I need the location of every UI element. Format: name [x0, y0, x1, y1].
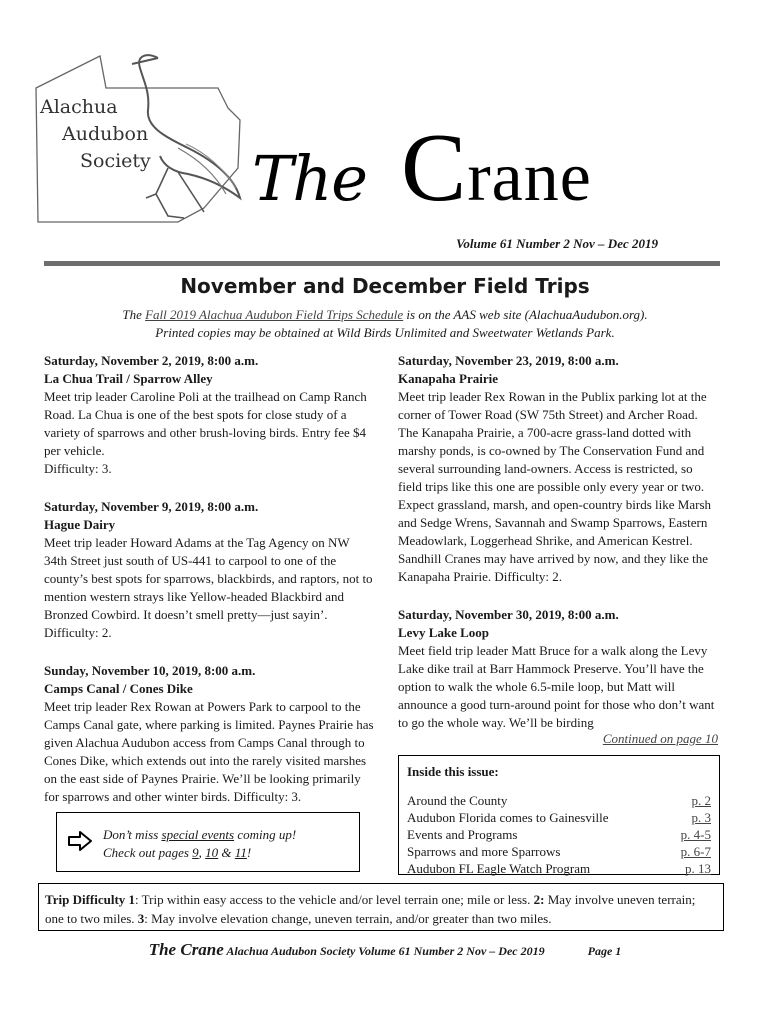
- page-9-link[interactable]: 9: [192, 845, 199, 860]
- toc-row: [407, 843, 711, 860]
- events-sep-2: &: [218, 845, 235, 860]
- special-events-link[interactable]: special events: [161, 827, 235, 842]
- masthead-title-rane: rane: [467, 139, 592, 216]
- left-column: [44, 352, 374, 826]
- intro-post: is on the AAS web site (AlachuaAudubon.org).: [403, 307, 648, 322]
- footer-crane: The Crane: [148, 940, 224, 959]
- intro-pre: The: [122, 307, 146, 322]
- events-pre: Don’t miss: [103, 827, 162, 842]
- difficulty-2-text: May involve uneven terrain; one to two miles.: [45, 892, 696, 926]
- masthead-title-crane: [400, 114, 592, 222]
- trip-levy-lake: [398, 606, 718, 748]
- logo-text: [40, 94, 151, 175]
- special-events-callout: [56, 812, 360, 872]
- toc-row: [407, 860, 711, 877]
- trip-date: Sunday, November 10, 2019, 8:00 a.m.: [44, 663, 256, 678]
- trip-difficulty: Difficulty: 3.: [44, 461, 112, 476]
- page-footer: [0, 940, 770, 960]
- events-line2-pre: Check out pages: [103, 845, 193, 860]
- inside-this-issue-box: [398, 755, 720, 875]
- trip-description: Meet trip leader Rex Rowan at Powers Park to carpool to the Camps Canal gate, where parking is limited. Paynes Prairie has given Alachua Audubon access from Camps Canal through to Cones Dike, which extends out into the rarely visited marshes on the east side of Paynes Prairie. We’ll be looking primarily for sparrows and other winter birds. Difficulty: 3.: [44, 699, 374, 804]
- difficulty-1: 1: [128, 892, 136, 907]
- logo-line-3: Society: [80, 150, 151, 172]
- toc-page-link[interactable]: p. 6-7: [680, 844, 711, 859]
- events-end: !: [246, 845, 252, 860]
- volume-line: Volume 61 Number 2 Nov – Dec 2019: [456, 236, 658, 251]
- trip-camps-canal: [44, 662, 374, 806]
- events-post: coming up!: [234, 827, 297, 842]
- trip-la-chua: [44, 352, 374, 478]
- page-11-link[interactable]: 11: [234, 845, 247, 860]
- difficulty-2: 2:: [533, 892, 545, 907]
- toc-page-link[interactable]: p. 2: [691, 793, 711, 808]
- logo-line-2: Audubon: [62, 123, 149, 145]
- trip-date: Saturday, November 2, 2019, 8:00 a.m.: [44, 353, 259, 368]
- page-heading: November and December Field Trips: [180, 274, 590, 298]
- masthead-title: [252, 112, 592, 224]
- masthead-title-the: The: [252, 142, 367, 215]
- trip-description: Meet trip leader Howard Adams at the Tag Agency on NW 34th Street just south of US-441 to carpool to one of the county’s best spots for sparrows, blackbirds, and raptors, not to mention western strays like Yellow-headed Blackbird and Bronzed Cowbird. It doesn’t smell pretty—just sayin’. Difficulty: 2.: [44, 535, 373, 640]
- masthead-title-c: C: [400, 114, 468, 222]
- toc-label: Events and Programs: [407, 827, 518, 842]
- trip-hague-dairy: [44, 498, 374, 642]
- logo-line-1: Alachua: [40, 96, 118, 118]
- right-column: [398, 352, 718, 748]
- difficulty-3: 3: [137, 911, 145, 926]
- toc-label: Audubon FL Eagle Watch Program: [407, 861, 591, 876]
- trip-description: Meet trip leader Rex Rowan in the Publix parking lot at the corner of Tower Road (SW 75th Street) and Archer Road. The Kanapaha Prairie, a 700-acre grass-land dotted with marshy ponds, is co-owned by The Conservation Fund and several surrounding land-owners. Access is restricted, so field trips like this one are possible only every year or two. Expect grassland, marsh, and open-country birds like Marsh and Sedge Wrens, Savannah and Swamp Sparrows, Eastern Meadowlark, Loggerhead Shrike, and American Kestrel. Sandhill Cranes may have arrived by now, and they like the Kanapaha Prairie. Difficulty: 2.: [398, 389, 712, 584]
- toc-label: Around the County: [407, 793, 508, 808]
- continued-link[interactable]: Continued on page 10: [602, 731, 718, 746]
- masthead-rule: [44, 261, 720, 266]
- toc-page-link[interactable]: p. 4-5: [680, 827, 711, 842]
- toc-row: [407, 792, 711, 809]
- trip-date: Saturday, November 30, 2019, 8:00 a.m.: [398, 607, 619, 622]
- toc-row: [407, 809, 711, 826]
- intro-line-2: Printed copies may be obtained at Wild Birds Unlimited and Sweetwater Wetlands Park.: [155, 325, 615, 340]
- footer-text: Alachua Audubon Society Volume 61 Number 2 Nov – Dec 2019: [226, 944, 545, 958]
- field-trips-schedule-link[interactable]: Fall 2019 Alachua Audubon Field Trips Schedule: [145, 307, 404, 322]
- trip-kanapaha-prairie: [398, 352, 718, 586]
- events-sep-1: ,: [198, 845, 206, 860]
- trip-description: Meet trip leader Caroline Poli at the trailhead on Camp Ranch Road. La Chua is one of the best spots for close study of a variety of sparrows and other brush-loving birds. Entry fee $4 per vehicle.: [44, 389, 367, 458]
- difficulty-label: Trip Difficulty: [45, 892, 126, 907]
- trip-difficulty-legend: [38, 883, 724, 931]
- toc-row: [407, 826, 711, 843]
- trip-date: Saturday, November 9, 2019, 8:00 a.m.: [44, 499, 259, 514]
- toc-page-link[interactable]: p. 3: [691, 810, 711, 825]
- difficulty-1-text: : Trip within easy access to the vehicle and/or level terrain one; mile or less.: [135, 892, 534, 907]
- trip-date: Saturday, November 23, 2019, 8:00 a.m.: [398, 353, 619, 368]
- difficulty-3-text: : May involve elevation change, uneven terrain, and/or greater than two miles.: [144, 911, 552, 926]
- arrow-right-icon: [67, 830, 93, 852]
- trip-place: La Chua Trail / Sparrow Alley: [44, 371, 213, 386]
- footer-page-number: Page 1: [587, 944, 622, 958]
- trip-place: Levy Lake Loop: [398, 625, 490, 640]
- trip-place: Camps Canal / Cones Dike: [44, 681, 193, 696]
- page-10-link[interactable]: 10: [205, 845, 219, 860]
- inside-title: Inside this issue:: [407, 764, 499, 779]
- trip-description: Meet field trip leader Matt Bruce for a walk along the Levy Lake dike trail at Barr Hammock Preserve. You’ll have the option to walk the whole 6.5-mile loop, but Matt will announce a good turn-around point for those who don’t want to go the whole way. We’ll be birding: [398, 643, 715, 730]
- intro-text: [0, 306, 770, 342]
- toc-label: Sparrows and more Sparrows: [407, 844, 561, 859]
- toc-page-link[interactable]: p. 13: [685, 861, 711, 876]
- toc-label: Audubon Florida comes to Gainesville: [407, 810, 609, 825]
- trip-place: Kanapaha Prairie: [398, 371, 499, 386]
- special-events-text: [103, 826, 296, 862]
- trip-place: Hague Dairy: [44, 517, 116, 532]
